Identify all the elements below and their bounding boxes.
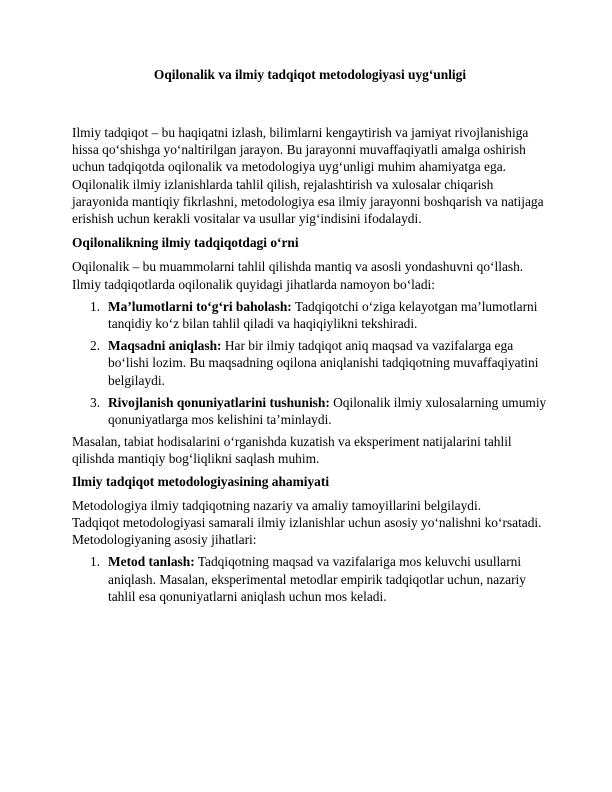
section-heading-rationality: Oqilonalikning ilmiy tadqiqotdagi o‘rni bbox=[72, 235, 299, 251]
document-title: Oqilonalik va ilmiy tadqiqot metodologiyasi uyg‘unligi bbox=[153, 67, 467, 82]
list-item-number: 2. bbox=[90, 338, 101, 354]
list-item-text: Tadqiqotchi o‘ziga kelayotgan ma’lumotlarni tanqidiy ko‘z bilan tahlil qiladi va haqiqiylikni tekshiradi. bbox=[108, 298, 538, 332]
list-item-term: Rivojlanish qonuniyatlarini tushunish: bbox=[108, 394, 330, 410]
methodology-line: Tadqiqot metodologiyasi samarali ilmiy izlanishlar uchun asosiy yo‘nalishni ko‘rsatadi. bbox=[72, 515, 542, 531]
rationality-paragraph: Oqilonalik – bu muammolarni tahlil qilishda mantiq va asosli yondashuvni qo‘llash. Ilmiy tadqiqotlarda oqilonalik quyidagi jihatlarda namoyon bo‘ladi: bbox=[72, 259, 524, 292]
document-body bbox=[72, 124, 548, 610]
list-item bbox=[72, 394, 548, 428]
list-item-number: 1. bbox=[90, 554, 101, 570]
methodology-line: Metodologiyaning asosiy jihatlari: bbox=[72, 532, 257, 548]
list-item-number: 1. bbox=[90, 298, 101, 314]
rationality-list bbox=[72, 298, 548, 428]
list-item-text: Oqilonalik ilmiy xulosalarning umumiy qonuniyatlarga mos kelishini ta’minlaydi. bbox=[108, 394, 547, 428]
list-item-term: Maqsadni aniqlash: bbox=[108, 338, 222, 354]
intro-paragraph: Ilmiy tadqiqot – bu haqiqatni izlash, bilimlarni kengaytirish va jamiyat rivojlanishiga hissa qo‘shishga yo‘naltirilgan jarayon. Bu jarayonni muvaffaqiyatli amalga oshirish uchun tadqiqotda oqilonalik va metodologiya uyg‘unligi muhim ahamiyatga ega. Oqilonalik ilmiy izlanishlarda tahlil qilish, rejalashtirish va xulosalar chiqarish jarayonida mantiqiy fikrlashni, metodologiya esa ilmiy jarayonni boshqarish va natijaga erishish uchun kerakli vositalar va usullar yig‘indisini ifodalaydi. bbox=[72, 125, 544, 227]
methodology-list bbox=[72, 553, 548, 605]
list-item bbox=[72, 298, 548, 332]
list-item-text: Tadqiqotning maqsad va vazifalariga mos keluvchi usullarni aniqlash. Masalan, eksperimental metodlar empirik tadqiqotlar uchun, nazariy tahlil esa qonuniyatlarni aniqlash uchun mos keladi. bbox=[108, 554, 526, 604]
list-item-term: Ma’lumotlarni to‘g‘ri baholash: bbox=[108, 298, 292, 314]
list-item bbox=[72, 337, 548, 389]
list-item-text: Har bir ilmiy tadqiqot aniq maqsad va vazifalarga ega bo‘lishi lozim. Bu maqsadning oqilona aniqlanishi tadqiqotning muvaffaqiyatini belgilaydi. bbox=[108, 338, 539, 388]
example-paragraph: Masalan, tabiat hodisalarini o‘rganishda kuzatish va eksperiment natijalarini tahlil qilishda mantiqiy bog‘liqlikni saqlash muhim. bbox=[72, 434, 512, 467]
section-heading-methodology: Ilmiy tadqiqot metodologiyasining ahamiyati bbox=[72, 473, 330, 489]
list-item-number: 3. bbox=[90, 394, 101, 410]
methodology-line: Metodologiya ilmiy tadqiqotning nazariy va amaliy tamoyillarini belgilaydi. bbox=[72, 497, 482, 513]
list-item bbox=[72, 553, 548, 605]
list-item-term: Metod tanlash: bbox=[108, 554, 195, 570]
